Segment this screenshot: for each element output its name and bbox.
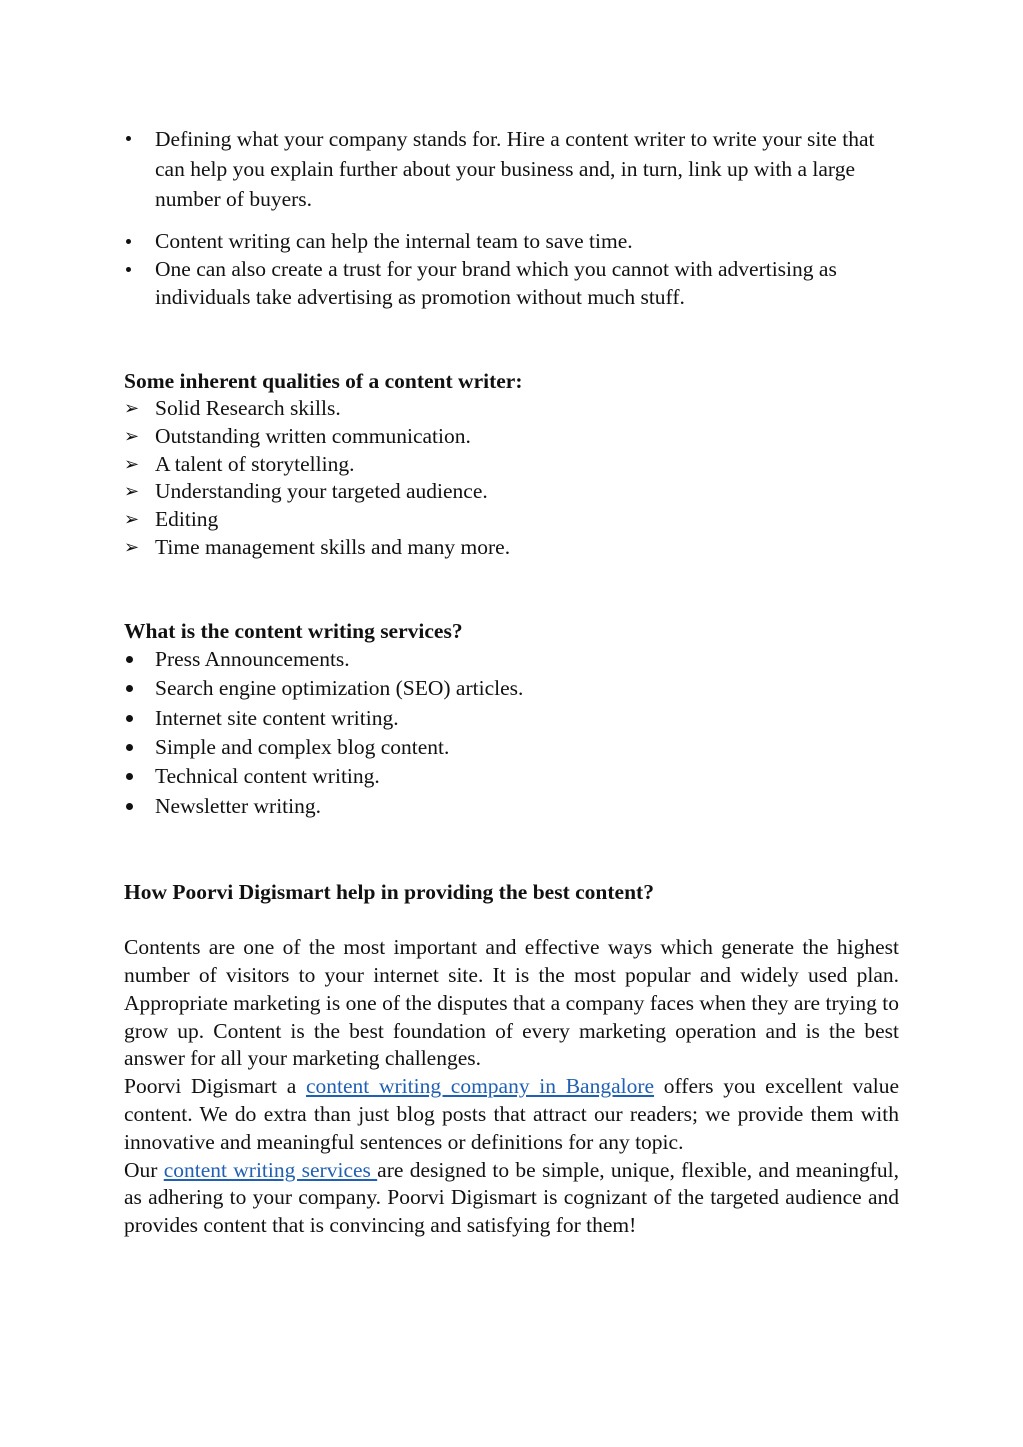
list-item-text: Time management skills and many more.: [155, 534, 511, 559]
list-item: [124, 792, 899, 821]
list-item-text: One can also create a trust for your brand which you cannot with advertising as individuals take advertising as promotion without much stuff.: [155, 257, 837, 309]
list-item-text: Internet site content writing.: [155, 705, 399, 730]
list-item: [124, 478, 899, 506]
list-item: [124, 645, 899, 674]
arrow-bullet-icon: [124, 478, 148, 506]
section-heading-poorvi: How Poorvi Digismart help in providing the best content?: [124, 880, 654, 905]
section-heading-services: What is the content writing services?: [124, 618, 463, 643]
arrow-bullet-icon: [124, 423, 148, 451]
list-item: [124, 395, 899, 423]
list-item-text: Editing: [155, 507, 219, 532]
arrow-bullet-icon: [124, 506, 148, 534]
list-item: [124, 704, 899, 733]
arrow-bullet-icon: [124, 534, 148, 562]
paragraph: [124, 1073, 899, 1156]
list-item-text: Search engine optimization (SEO) articles.: [155, 676, 524, 701]
paragraph-text: Contents are one of the most important and effective ways which generate the highest number of visitors to your internet site. It is the most popular and widely used plan. Appropriate marketing is one of the disputes that a company faces when they are trying to grow up. Content is the best foundation of every marketing operation and is the best answer for all your marketing challenges.: [124, 935, 899, 1071]
list-item: [124, 451, 899, 479]
list-item: [124, 506, 899, 534]
paragraph-text: Our: [124, 1157, 164, 1182]
list-item: [124, 255, 899, 311]
list-item: [124, 423, 899, 451]
section-heading-qualities: Some inherent qualities of a content writer:: [124, 369, 523, 393]
list-item: [124, 124, 899, 214]
qualities-list: [124, 395, 899, 562]
list-item: [124, 733, 899, 762]
list-item: [124, 762, 899, 791]
list-item: [124, 534, 899, 562]
list-item: [124, 227, 899, 255]
list-item-text: Technical content writing.: [155, 764, 380, 789]
intro-bullet-list: [124, 124, 899, 311]
list-item-text: Solid Research skills.: [155, 396, 341, 420]
list-item-text: Understanding your targeted audience.: [155, 479, 488, 504]
content-writing-services-link[interactable]: content writing services: [163, 1157, 378, 1182]
content-writing-company-link[interactable]: content writing company in Bangalore: [305, 1074, 655, 1099]
list-item-text: Defining what your company stands for. Hire a content writer to write your site that can help you explain further about your business and, in turn, link up with a large number of buyers.: [155, 127, 875, 211]
list-item-text: Simple and complex blog content.: [155, 735, 450, 759]
paragraph-text: are designed to be simple, unique, flexible, and meaningful, as adhering to your company. Poorvi Digismart is cognizant of the targeted audience and provides content that is convincing and satisfying for them!: [124, 1157, 900, 1238]
paragraph: [124, 934, 899, 1073]
document-page: [124, 124, 899, 1240]
list-item-text: Content writing can help the internal team to save time.: [155, 229, 633, 253]
list-item-text: Outstanding written communication.: [155, 423, 471, 448]
body-text: [124, 934, 899, 1240]
arrow-bullet-icon: [124, 395, 148, 423]
paragraph-text: offers you excellent value content. We do extra than just blog posts that attract our readers; we provide them with innovative and meaningful sentences or definitions for any topic.: [124, 1074, 900, 1154]
paragraph-text: Poorvi Digismart a: [124, 1074, 306, 1099]
list-item-text: Newsletter writing.: [155, 793, 321, 818]
arrow-bullet-icon: [124, 451, 148, 479]
list-item-text: Press Announcements.: [155, 646, 350, 671]
list-item: [124, 674, 899, 703]
services-list: [124, 645, 899, 821]
list-item-text: A talent of storytelling.: [155, 451, 355, 476]
paragraph: [124, 1157, 899, 1240]
